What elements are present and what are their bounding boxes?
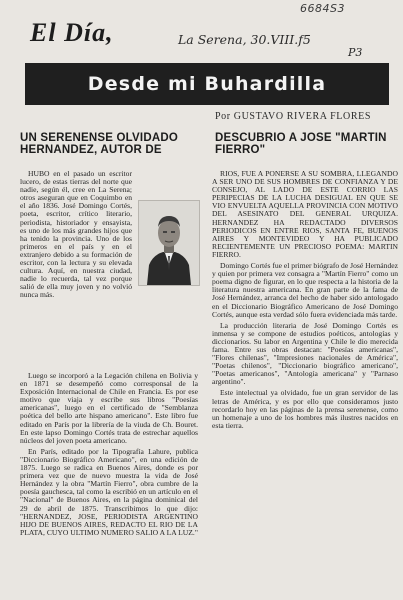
byline: Por GUSTAVO RIVERA FLORES	[215, 111, 371, 122]
article-column-right	[212, 170, 398, 598]
handwritten-date-note: La Serena, 30.VIII.f5	[178, 32, 311, 47]
column-title: Desde mi Buhardilla	[87, 73, 327, 95]
paragraph: La producción literaria de José Domingo Cortés es inmensa y se compone de estudios poéticos, antologías y diccionarios. Su labor en Argentina y Chile le dio merecida fama. Entre sus obras destacan: "Poesías americanas", "Flores chilenas", "Impresiones nacionales de América", "Poetas chilenos", "Diccionario biográfico americano", "Poetas americanos", "Antología americana" y "Parnaso argentino".	[212, 320, 398, 387]
archive-reference-code: 6684S3	[300, 2, 345, 15]
paragraph: Domingo Cortés fue el primer biógrafo de José Hernández y quien por primera vez consagra a "Martín Fierro" como un poema digno de figurar, en lo que respecta a la historia de la literatura nuestra americana. En gran parte de la fama de José Hernández, arranca del hecho de haber sido antologado en el Diccionario Biográfico Americano de José Domingo Cortés, aunque esta verdad sólo fuera evidenciada más tarde.	[212, 261, 398, 319]
paragraph: En París, editado por la Tipografía Lahure, publica "Diccionario Biográfico Americano", en una edición de 1875. Luego se radica en Buenos Aires, donde es por primera vez que de nuevo muestra la vida de José Hernández y la obra "Martín Fierro", obra cumbre de la poesía gauchesca, tal como la escribió en un artículo en el "Nacional" de Buenos Aires, en la página dominical del 29 de abril de 1875. Transcribimos lo que dijo: "HERNANDEZ, JOSE, PERIODISTA ARGENTINO HIJO DE BUENOS AIRES, REDACTO EL RIO DE LA PLATA, CUYO ULTIMO NUMERO SALIO A LA LUZ."	[20, 446, 198, 537]
author-portrait	[138, 200, 200, 286]
portrait-image-icon	[139, 201, 199, 285]
paragraph: Este intelectual ya olvidado, fue un gran servidor de las letras de América, y es por ello que consideramos justo recordarlo hoy en las páginas de la prensa serenense, como un homenaje a uno de los hombres más ilustres nacidos en esta tierra.	[212, 388, 398, 430]
handwritten-page-number: P3	[348, 46, 363, 59]
headline-right: DESCUBRIO A JOSE "MARTIN FIERRO"	[215, 132, 387, 156]
paragraph: HUBO en el pasado un escritor lucero, de estas tierras del norte que nadie, según él, cree en La Serena; otros aseguran que en Coquimbo en el año 1836. José Domingo Cortés, poeta, escritor, crítico literario, periodista, historiador y ensayista, es uno de los más grandes hijos que ha tenido la provincia. Uno de los primeros en el país y en el extranjero debido a su formación de escritor, con la lectura y su elevada cultura. Aquí, en nuestra ciudad, nadie lo recuerda, tal vez porque salió de ella muy joven y no volvió nunca más.	[20, 170, 132, 300]
article-column-left-top	[20, 170, 132, 368]
newspaper-name: El Día,	[30, 18, 114, 47]
headline-left: UN SERENENSE OLVIDADO HERNANDEZ, AUTOR DE	[20, 132, 178, 156]
paragraph: RIOS, FUE A PONERSE A SU SOMBRA, LLEGANDO A SER UNO DE SUS HOMBRES DE CONFIANZA Y DE CONSEJO, AL LADO DE ESTE CORRIO LAS PERIPECIAS DE LA LUCHA DESIGUAL EN QUE SE VIO ENVUELTA AQUELLA PROVINCIA CON MOTIVO DEL ASESINATO DEL GENERAL URQUIZA. HERNANDEZ HA REDACTADO DIVERSOS PERIODICOS EN ENTRE RIOS, SANTA FE, BUENOS AIRES Y MONTEVIDEO Y HA PUBLICADO RECIENTEMENTE UN PRECIOSO POEMA: MARTIN FIERRO.	[212, 170, 398, 259]
article-column-left-bottom	[20, 372, 198, 597]
column-title-banner	[25, 63, 389, 105]
paragraph: Luego se incorporó a la Legación chilena en Bolivia y en 1871 se desempeñó como corresponsal de la Exposición Internacional de Chile en Francia. Es por ese motivo que viaja y escribe sus libros "Poesías americanas", luego en el certificado de "Semblanza poética del bello arte hispano americano". Este libro fue editado en París por la librería de la viuda de Ch. Bouret. En este lapso Domingo Cortés trata de estrechar aquellos núcleos del joven poeta americano.	[20, 372, 198, 445]
